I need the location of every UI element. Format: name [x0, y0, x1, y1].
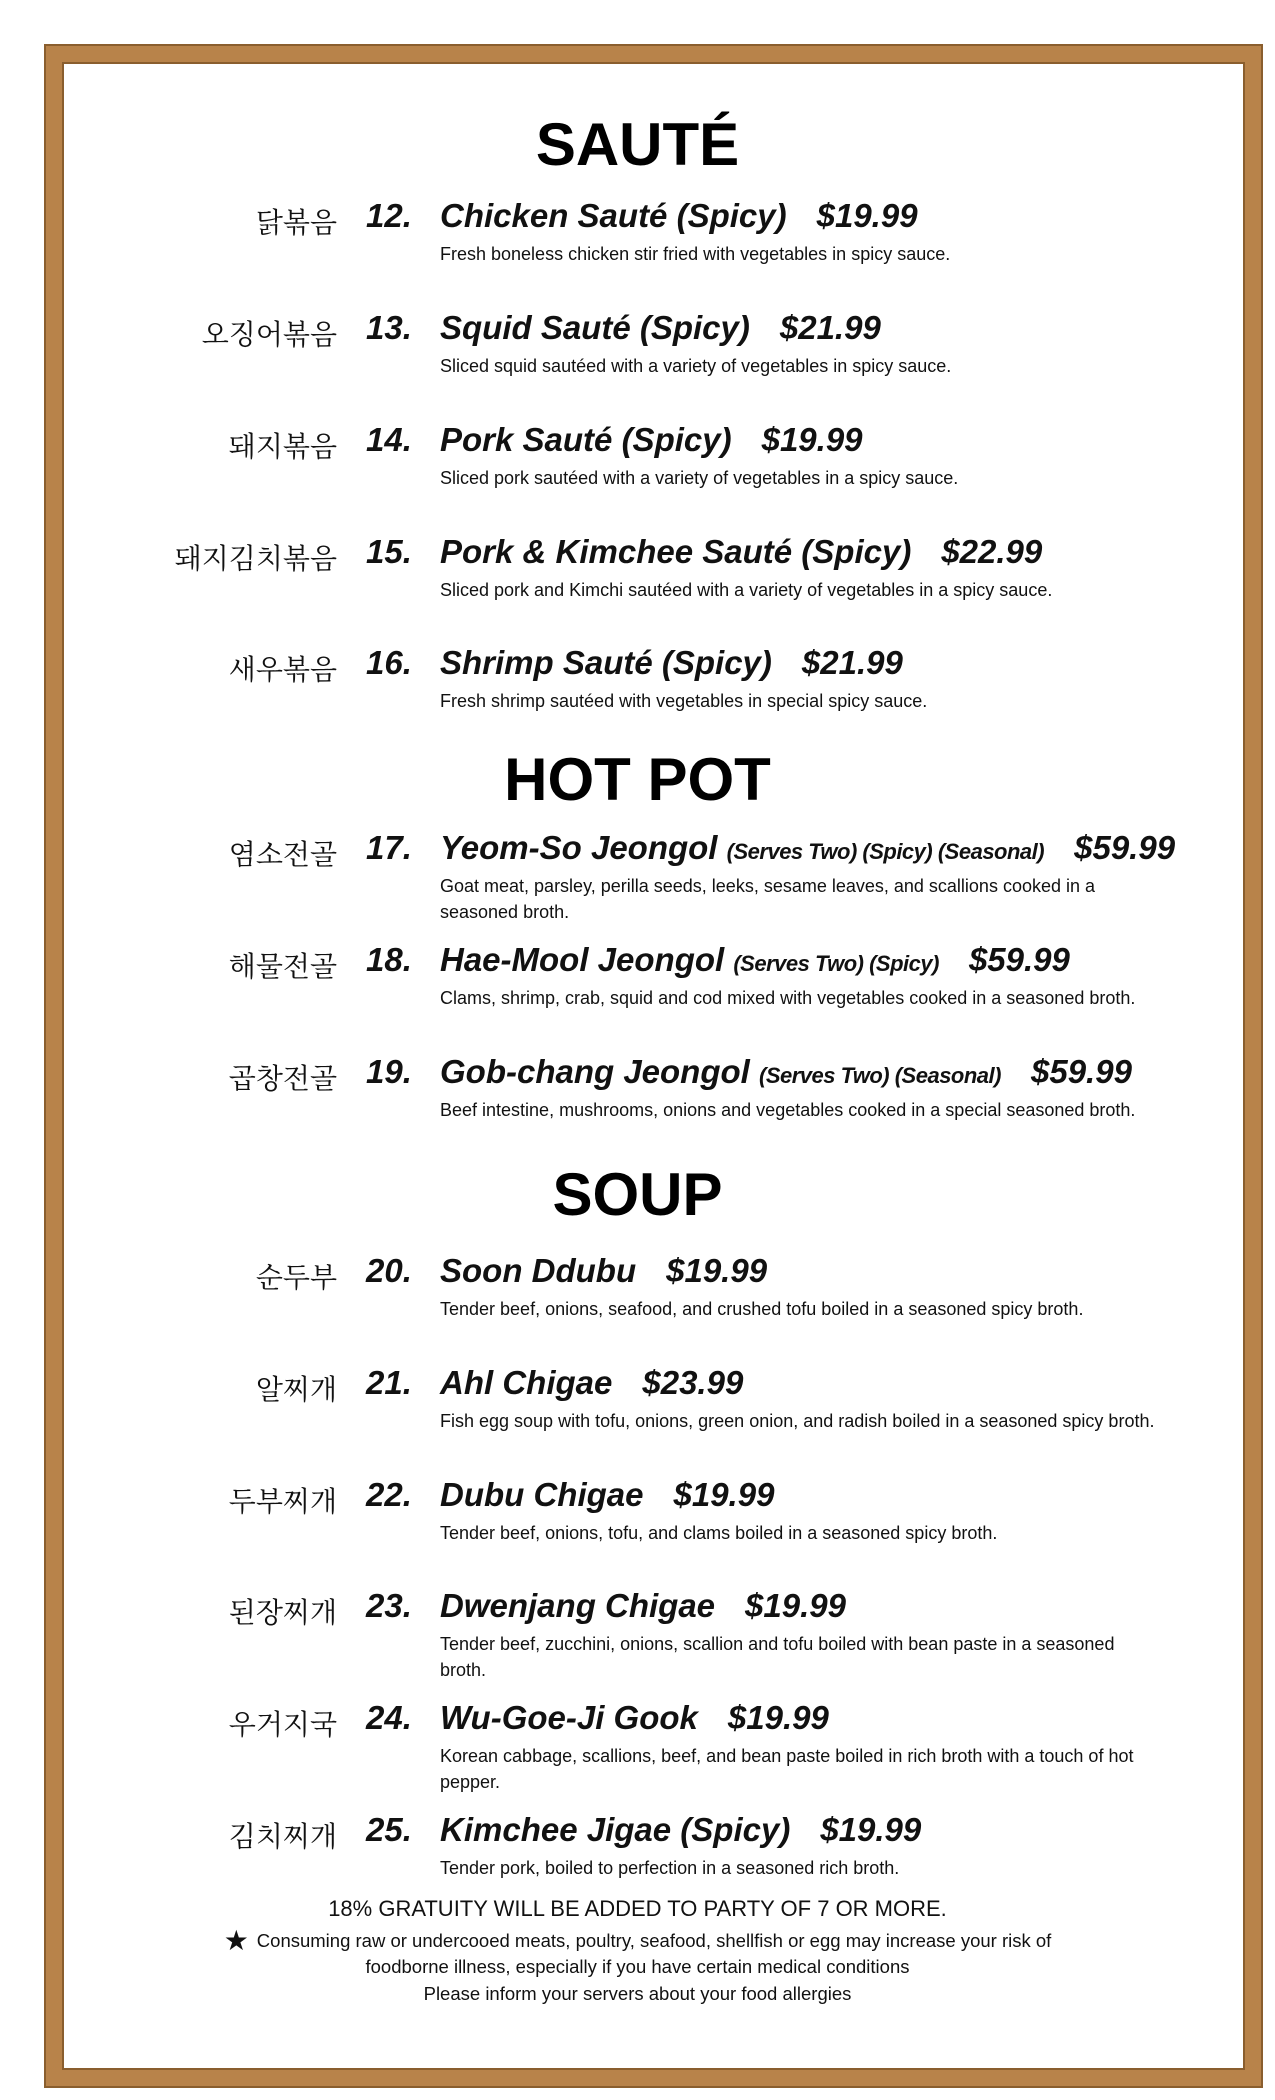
item-title-line: [440, 1699, 829, 1737]
item-price: $19.99: [673, 1476, 775, 1513]
item-number: 14.: [366, 421, 412, 458]
item-name: Dubu Chigae: [440, 1476, 644, 1513]
item-price: $19.99: [820, 1811, 922, 1848]
item-number: 18.: [366, 941, 412, 978]
item-description: Sliced pork sautéed with a variety of vegetables in a spicy sauce.: [440, 468, 959, 488]
star-icon: ★: [223, 1925, 249, 1956]
item-description: Korean cabbage, scallions, beef, and bean paste boiled in rich broth with a touch of hot pepper.: [440, 1746, 1134, 1792]
korean-name: 우거지국: [228, 1708, 337, 1741]
korean-name: 순두부: [255, 1261, 337, 1294]
item-name: Soon Ddubu: [440, 1252, 637, 1289]
item-description: Sliced squid sautéed with a variety of vegetables in spicy sauce.: [440, 356, 952, 376]
korean-name: 알찌개: [255, 1373, 337, 1406]
item-title-line: [440, 829, 1175, 867]
item-description: Sliced pork and Kimchi sautéed with a variety of vegetables in a spicy sauce.: [440, 580, 1053, 600]
item-name: Yeom-So Jeongol: [440, 829, 718, 866]
item-title-line: [440, 1811, 921, 1849]
korean-name: 오징어볶음: [201, 318, 337, 351]
korean-name: 닭볶음: [255, 206, 337, 239]
item-price: $23.99: [642, 1364, 744, 1401]
item-description: Beef intestine, mushrooms, onions and vegetables cooked in a special seasoned broth.: [440, 1100, 1136, 1120]
gratuity-notice: 18% GRATUITY WILL BE ADDED TO PARTY OF 7 OR MORE.: [328, 1896, 947, 1921]
item-note: (Serves Two) (Seasonal): [759, 1063, 1001, 1088]
item-description: Fresh shrimp sautéed with vegetables in special spicy sauce.: [440, 691, 928, 711]
item-note: (Serves Two) (Spicy): [733, 951, 939, 976]
item-description: Fresh boneless chicken stir fried with vegetables in spicy sauce.: [440, 244, 951, 264]
korean-name: 돼지볶음: [228, 430, 337, 463]
item-price: $19.99: [727, 1699, 829, 1736]
item-name: Chicken Sauté (Spicy): [440, 197, 787, 234]
item-title-line: [440, 197, 918, 235]
allergy-notice: Please inform your servers about your food allergies: [423, 1983, 852, 2004]
item-price: $21.99: [801, 644, 903, 681]
item-number: 15.: [366, 533, 412, 570]
item-name: Dwenjang Chigae: [440, 1587, 716, 1624]
item-number: 25.: [366, 1811, 412, 1848]
item-number: 21.: [366, 1364, 412, 1401]
item-price: $21.99: [779, 309, 881, 346]
item-description: Tender beef, onions, tofu, and clams boiled in a seasoned spicy broth.: [440, 1523, 998, 1543]
item-name: Ahl Chigae: [440, 1364, 613, 1401]
food-warning-line1: Consuming raw or undercooed meats, poultry, seafood, shellfish or egg may increase your risk of: [256, 1930, 1052, 1951]
item-number: 13.: [366, 309, 412, 346]
item-price: $19.99: [816, 197, 918, 234]
korean-name: 해물전골: [228, 950, 337, 983]
item-title-line: [440, 941, 1070, 979]
korean-name: 두부찌개: [228, 1485, 337, 1518]
food-warning-line2: foodborne illness, especially if you have certain medical conditions: [365, 1956, 910, 1977]
item-name: Squid Sauté (Spicy): [440, 309, 750, 346]
item-name: Gob-chang Jeongol: [440, 1053, 750, 1090]
item-number: 20.: [366, 1252, 412, 1289]
item-number: 12.: [366, 197, 412, 234]
item-name: Kimchee Jigae (Spicy): [440, 1811, 791, 1848]
item-title-line: [440, 421, 863, 459]
item-title-line: [440, 309, 881, 347]
food-warning: [0, 1925, 1275, 1980]
item-number: 24.: [366, 1699, 412, 1736]
item-title-line: [440, 1252, 767, 1290]
item-number: 19.: [366, 1053, 412, 1090]
item-title-line: [440, 1053, 1132, 1091]
item-description: Goat meat, parsley, perilla seeds, leeks, sesame leaves, and scallions cooked in a seasoned broth.: [440, 876, 1096, 922]
item-title-line: [440, 1476, 774, 1514]
korean-name: 김치찌개: [228, 1820, 337, 1853]
korean-name: 돼지김치볶음: [174, 542, 337, 575]
section-title-soup: SOUP: [552, 1161, 723, 1228]
item-price: $19.99: [761, 421, 863, 458]
item-name: Pork Sauté (Spicy): [440, 421, 732, 458]
section-title-hotpot: HOT POT: [504, 746, 771, 813]
item-note: (Serves Two) (Spicy) (Seasonal): [726, 839, 1045, 864]
item-title-line: [440, 533, 1042, 571]
item-price: $19.99: [666, 1252, 768, 1289]
item-price: $59.99: [968, 941, 1070, 978]
korean-name: 염소전골: [228, 838, 337, 871]
item-name: Shrimp Sauté (Spicy): [440, 644, 772, 681]
item-name: Wu-Goe-Ji Gook: [440, 1699, 698, 1736]
item-description: Clams, shrimp, crab, squid and cod mixed with vegetables cooked in a seasoned broth.: [440, 988, 1136, 1008]
korean-name: 된장찌개: [228, 1596, 337, 1629]
item-number: 16.: [366, 644, 412, 681]
item-title-line: [440, 644, 903, 682]
korean-name: 곱창전골: [228, 1062, 337, 1095]
item-title-line: [440, 1364, 743, 1402]
item-price: $22.99: [941, 533, 1043, 570]
item-price: $59.99: [1030, 1053, 1132, 1090]
item-description: Tender beef, onions, seafood, and crushed tofu boiled in a seasoned spicy broth.: [440, 1299, 1084, 1319]
item-number: 22.: [366, 1476, 412, 1513]
item-number: 23.: [366, 1587, 412, 1624]
item-description: Tender beef, zucchini, onions, scallion and tofu boiled with bean paste in a seasoned broth.: [440, 1634, 1115, 1680]
item-number: 17.: [366, 829, 412, 866]
item-description: Tender pork, boiled to perfection in a seasoned rich broth.: [440, 1858, 900, 1878]
section-title-saute: SAUTÉ: [535, 111, 740, 178]
item-name: Pork & Kimchee Sauté (Spicy): [440, 533, 912, 570]
item-name: Hae-Mool Jeongol: [440, 941, 725, 978]
korean-name: 새우볶음: [228, 653, 337, 686]
item-title-line: [440, 1587, 846, 1625]
item-price: $59.99: [1074, 829, 1176, 866]
item-price: $19.99: [745, 1587, 846, 1624]
item-description: Fish egg soup with tofu, onions, green onion, and radish boiled in a seasoned spicy broth.: [440, 1411, 1155, 1431]
